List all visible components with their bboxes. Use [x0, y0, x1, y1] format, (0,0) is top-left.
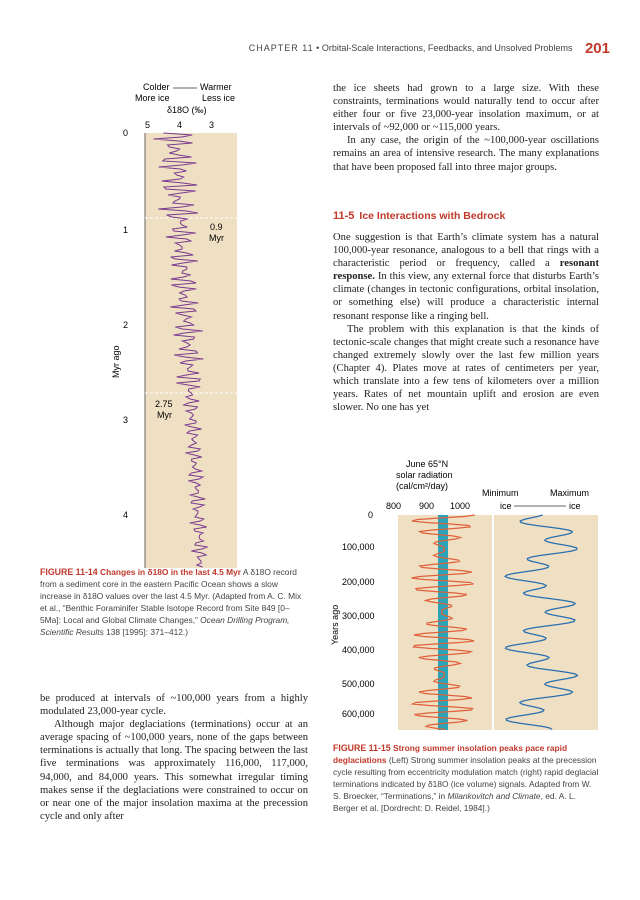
caption-body: (Left) Strong summer insolation peaks at the precession cycle resulting from eccentricity modulation match (right) rapid deglacial terminations indicated by δ18O (ice volume) signals. Adapted from W. S. Broecker, “Terminations,” in	[333, 755, 599, 801]
less-ice-label: Less ice	[202, 93, 236, 103]
colder-label: Colder	[143, 82, 170, 92]
warmer-label: Warmer	[200, 82, 232, 92]
y-tick: 1	[123, 225, 129, 235]
y-tick: 400,000	[342, 645, 375, 655]
chapter-label: CHAPTER 11	[248, 43, 314, 53]
y-tick: 4	[123, 510, 129, 520]
paragraph	[333, 231, 599, 323]
annotation-value: 2.75	[155, 399, 173, 409]
chapter-title: • Orbital-Scale Interactions, Feedbacks, and Unsolved Problems	[316, 43, 573, 53]
running-header	[190, 40, 610, 57]
y-tick: 200,000	[342, 577, 375, 587]
paragraph: The problem with this explanation is that the kinds of tectonic-scale changes that might create such a resonance have changed extremely slowly over the last few million years (Chapter 4). Plates move at rates of centimeters per year, which translate into a few tens of kilometers over a million years. Rates of net mountain uplift and erosion are even slower. No one has yet	[333, 323, 599, 414]
y-tick: 600,000	[342, 709, 375, 719]
y-tick: 0	[368, 510, 374, 520]
x-tick: 4	[177, 120, 183, 130]
paragraph-text: In this view, any external force that disturbs Earth’s climate (changes in tectonic configurations, orbital insolation, or something else) will produce a characteristic internal resonant response like a ringing bell.	[333, 271, 599, 322]
x-tick: 3	[209, 120, 215, 130]
x-tick: 1000	[450, 501, 471, 511]
x-tick: 900	[419, 501, 435, 511]
max-ice-label: ice	[569, 501, 581, 511]
annotation-unit: Myr	[209, 233, 224, 243]
y-tick: 300,000	[342, 611, 375, 621]
more-ice-label: More ice	[135, 93, 170, 103]
left-title: (cal/cm²/day)	[396, 481, 449, 491]
caption-end: 138 [1995]: 371–412.)	[106, 627, 189, 637]
caption-journal: Ocean Drilling Program, Scientific Results	[40, 615, 290, 637]
section-heading	[333, 210, 505, 222]
right-column-text-top	[333, 82, 599, 174]
caption-end: , ed. A. L. Berger et al. [Dordrecht: D. Reidel, 1984].)	[333, 791, 576, 813]
left-title: June 65°N	[406, 459, 449, 469]
paragraph: the ice sheets had grown to a large size. With these constraints, terminations would naturally tend to occur after either four or five 23,000-year insolation maximum, or at intervals of ~92,000 or ~115,000 years.	[333, 83, 599, 134]
y-tick: 100,000	[342, 542, 375, 552]
left-title: solar radiation	[396, 470, 453, 480]
axis-title: δ18O (‰)	[167, 105, 207, 115]
right-column-text	[333, 231, 599, 414]
figure-11-14-caption	[40, 566, 310, 638]
annotation-value: 0.9	[210, 222, 223, 232]
left-column-text	[40, 692, 308, 823]
paragraph: be produced at intervals of ~100,000 years from a highly modulated 23,000-year cycle.	[40, 693, 308, 718]
x-tick: 5	[145, 120, 151, 130]
caption-title: Strong summer insolation peaks pace rapid deglaciations	[333, 743, 568, 765]
y-tick: 0	[123, 128, 129, 138]
x-tick: 800	[386, 501, 402, 511]
caption-label: FIGURE 11-15	[333, 743, 391, 753]
y-tick: 2	[123, 320, 129, 330]
caption-body: A δ18O record from a sediment core in the eastern Pacific Ocean shows a slow increase in δ18O values over the last 4.5 Myr. (Adapted from A. C. Mix et al., “Benthic Foraminifer Stable Isotope Record from Site 849 [0–5Ma]: Local and Global Climate Changes,”	[40, 567, 302, 625]
section-number: 11-5	[333, 210, 355, 222]
figure-11-15-caption	[333, 742, 601, 814]
annotation-unit: Myr	[157, 410, 172, 420]
caption-title: Changes in δ18O in the last 4.5 Myr	[100, 567, 242, 577]
figure-11-14	[105, 78, 280, 578]
maximum-label: Maximum	[550, 488, 590, 498]
paragraph: Although major deglaciations (terminations) occur at an average spacing of ~100,000 years, none of the gaps between terminations is actually that long. The spacing between the last five terminations was approximately 116,000, 117,000, 94,000, and 84,000 years. This somewhat irregular timing makes sense if the deglaciations were constrained to occur on or near one of the major insolation maxima at the precession cycle and only after	[40, 719, 308, 822]
caption-book: Milankovitch and Climate	[447, 791, 541, 801]
paragraph-text: One suggestion is that Earth’s climate system has a natural 100,000-year resonance, analogous to a bell that rings with a characteristic period or frequency, called a	[333, 232, 599, 270]
minimum-label: Minimum	[482, 488, 519, 498]
min-ice-label: ice	[500, 501, 512, 511]
y-axis-label: Years ago	[330, 604, 340, 645]
figure-11-15	[328, 455, 608, 740]
caption-label: FIGURE 11-14	[40, 567, 98, 577]
page-number: 201	[584, 40, 610, 57]
y-axis-label: Myr ago	[111, 345, 121, 378]
paragraph: In any case, the origin of the ~100,000-year oscillations remains an area of intensive research. The many explanations that have been proposed fall into three major groups.	[333, 135, 599, 173]
y-tick: 3	[123, 415, 129, 425]
y-tick: 500,000	[342, 679, 375, 689]
section-title: Ice Interactions with Bedrock	[359, 210, 506, 222]
insolation-band	[438, 515, 448, 730]
term-resonant-response: resonant response.	[333, 258, 599, 283]
